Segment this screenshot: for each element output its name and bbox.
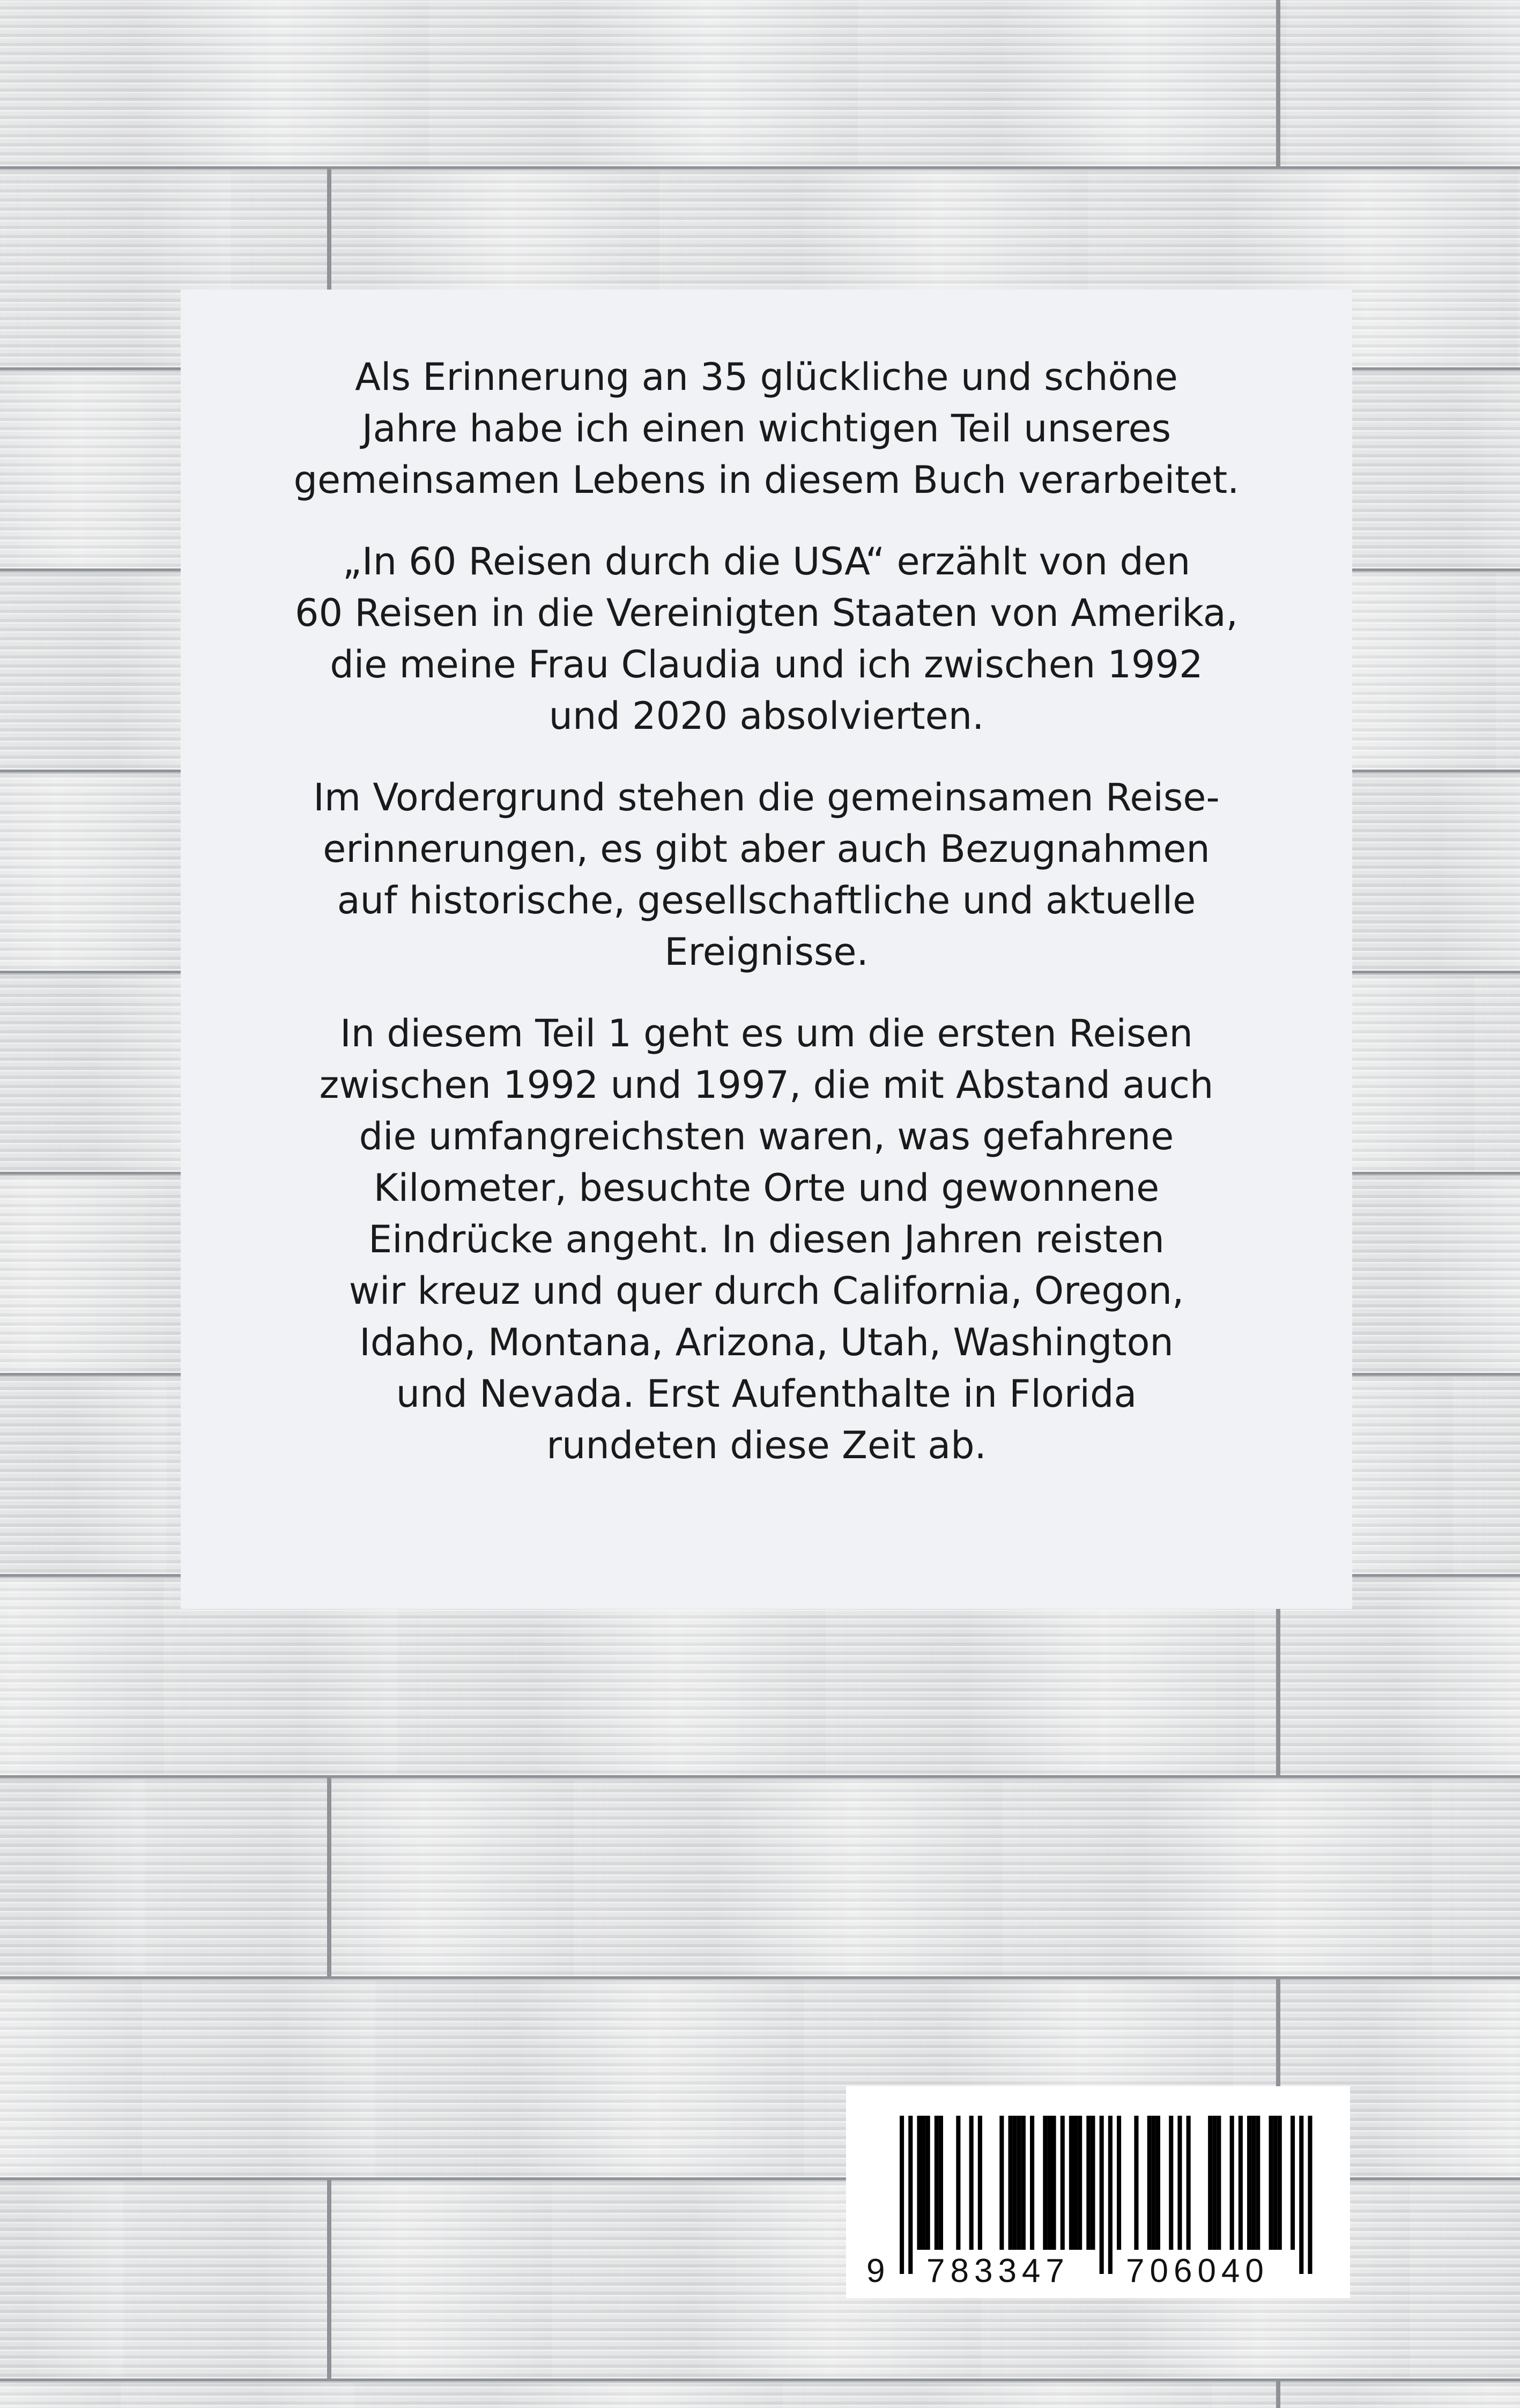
barcode-bar bbox=[1017, 2116, 1021, 2250]
barcode-bar bbox=[1212, 2116, 1217, 2250]
barcode-bar bbox=[1247, 2116, 1251, 2250]
wood-plank-seam bbox=[1276, 0, 1280, 169]
barcode-bar bbox=[1009, 2116, 1013, 2250]
barcode-bar bbox=[1256, 2116, 1260, 2250]
barcode-bar bbox=[1152, 2116, 1156, 2250]
blurb-line: Als Erinnerung an 35 glückliche und schöne bbox=[355, 355, 1178, 399]
blurb-line: Jahre habe ich einen wichtigen Teil unseres bbox=[361, 407, 1171, 450]
blurb-line: In diesem Teil 1 geht es um die ersten Reisen bbox=[340, 1011, 1193, 1055]
blurb-line: Eindrücke angeht. In diesen Jahren reisten bbox=[368, 1217, 1165, 1261]
barcode-bar bbox=[1278, 2116, 1282, 2250]
barcode-bar bbox=[1091, 2116, 1095, 2250]
barcode-bar bbox=[1217, 2116, 1221, 2250]
blurb-line: Im Vordergrund stehen die gemeinsamen Reise- bbox=[313, 775, 1220, 819]
isbn-barcode bbox=[846, 2086, 1350, 2298]
blurb-line: und 2020 absolvierten. bbox=[548, 694, 984, 738]
barcode-left-digits: 783347 bbox=[926, 2252, 1070, 2289]
blurb-line: wir kreuz und quer durch California, Oregon, bbox=[349, 1269, 1184, 1313]
barcode-bar bbox=[1308, 2116, 1312, 2274]
barcode-right-digits: 706040 bbox=[1126, 2252, 1269, 2289]
blurb-paragraph-4 bbox=[245, 1008, 1288, 1471]
barcode-bar bbox=[956, 2116, 960, 2250]
barcode-bar bbox=[1273, 2116, 1278, 2250]
barcode-bar bbox=[1169, 2116, 1173, 2250]
barcode-bar bbox=[1251, 2116, 1256, 2250]
barcode-bar bbox=[999, 2116, 1004, 2250]
blurb-line: gemeinsamen Lebens in diesem Buch verarbeitet. bbox=[293, 458, 1240, 502]
barcode-bar bbox=[1156, 2116, 1160, 2250]
barcode-bar bbox=[1187, 2116, 1191, 2250]
blurb-paragraph-3 bbox=[245, 772, 1288, 978]
barcode-bar bbox=[1239, 2116, 1243, 2250]
barcode-bar bbox=[1208, 2116, 1212, 2250]
barcode-bar bbox=[1030, 2116, 1034, 2250]
blurb-line: 60 Reisen in die Vereinigten Staaten von Amerika, bbox=[295, 591, 1238, 635]
barcode-bar bbox=[978, 2116, 982, 2250]
barcode-bar bbox=[935, 2116, 939, 2250]
blurb-line: Kilometer, besuchte Orte und gewonnene bbox=[373, 1166, 1160, 1210]
wood-plank bbox=[0, 2381, 1520, 2408]
barcode-bar bbox=[969, 2116, 974, 2250]
blurb-paragraph-1 bbox=[245, 351, 1288, 506]
barcode-bar bbox=[1108, 2116, 1113, 2274]
barcode-bar bbox=[1269, 2116, 1273, 2250]
blurb-line: die umfangreichsten waren, was gefahrene bbox=[359, 1114, 1174, 1158]
barcode-bar bbox=[939, 2116, 943, 2250]
blurb-line: Idaho, Montana, Arizona, Utah, Washington bbox=[359, 1320, 1174, 1364]
blurb-line: zwischen 1992 und 1997, die mit Abstand auch bbox=[319, 1063, 1214, 1107]
barcode-bar bbox=[908, 2116, 913, 2274]
barcode-bar bbox=[1230, 2116, 1234, 2250]
barcode-bar bbox=[1078, 2116, 1082, 2250]
barcode-bar bbox=[1069, 2116, 1073, 2250]
blurb-line: auf historische, gesellschaftliche und aktuelle bbox=[337, 878, 1196, 922]
wood-plank-seam bbox=[327, 1778, 331, 1979]
barcode-bar bbox=[1291, 2116, 1295, 2250]
barcode-bar bbox=[1134, 2116, 1138, 2250]
barcode-bar bbox=[1100, 2116, 1104, 2274]
wood-plank-seam bbox=[1276, 2381, 1280, 2408]
barcode-bars bbox=[846, 2086, 1350, 2298]
barcode-lead-digit: 9 bbox=[866, 2252, 891, 2289]
blurb-line: die meine Frau Claudia und ich zwischen 1992 bbox=[330, 642, 1203, 686]
blurb-paragraph-2 bbox=[245, 536, 1288, 742]
barcode-bar bbox=[1299, 2116, 1303, 2274]
barcode-bar bbox=[1073, 2116, 1078, 2250]
wood-plank bbox=[0, 0, 1520, 169]
barcode-bar bbox=[1043, 2116, 1047, 2250]
blurb-panel bbox=[181, 290, 1352, 1609]
barcode-bar bbox=[1021, 2116, 1026, 2250]
barcode-bar bbox=[922, 2116, 926, 2250]
barcode-bar bbox=[900, 2116, 904, 2274]
barcode-bar bbox=[1177, 2116, 1182, 2250]
barcode-bar bbox=[926, 2116, 930, 2250]
barcode-bar bbox=[1052, 2116, 1056, 2250]
wood-plank-seam bbox=[327, 2180, 331, 2381]
blurb-line: erinnerungen, es gibt aber auch Bezugnahmen bbox=[323, 827, 1210, 871]
barcode-bar bbox=[917, 2116, 921, 2250]
barcode-bar bbox=[1117, 2116, 1121, 2250]
wood-plank bbox=[0, 1778, 1520, 1979]
barcode-bar bbox=[1061, 2116, 1065, 2250]
blurb-line: „In 60 Reisen durch die USA“ erzählt von den bbox=[342, 540, 1191, 583]
blurb-line: und Nevada. Erst Aufenthalte in Florida bbox=[396, 1372, 1137, 1416]
barcode-bar bbox=[1086, 2116, 1091, 2250]
barcode-bar bbox=[1147, 2116, 1152, 2250]
blurb-line: rundeten diese Zeit ab. bbox=[546, 1423, 987, 1467]
barcode-bar bbox=[1013, 2116, 1017, 2250]
blurb-line: Ereignisse. bbox=[664, 930, 869, 974]
barcode-bar bbox=[1047, 2116, 1051, 2250]
